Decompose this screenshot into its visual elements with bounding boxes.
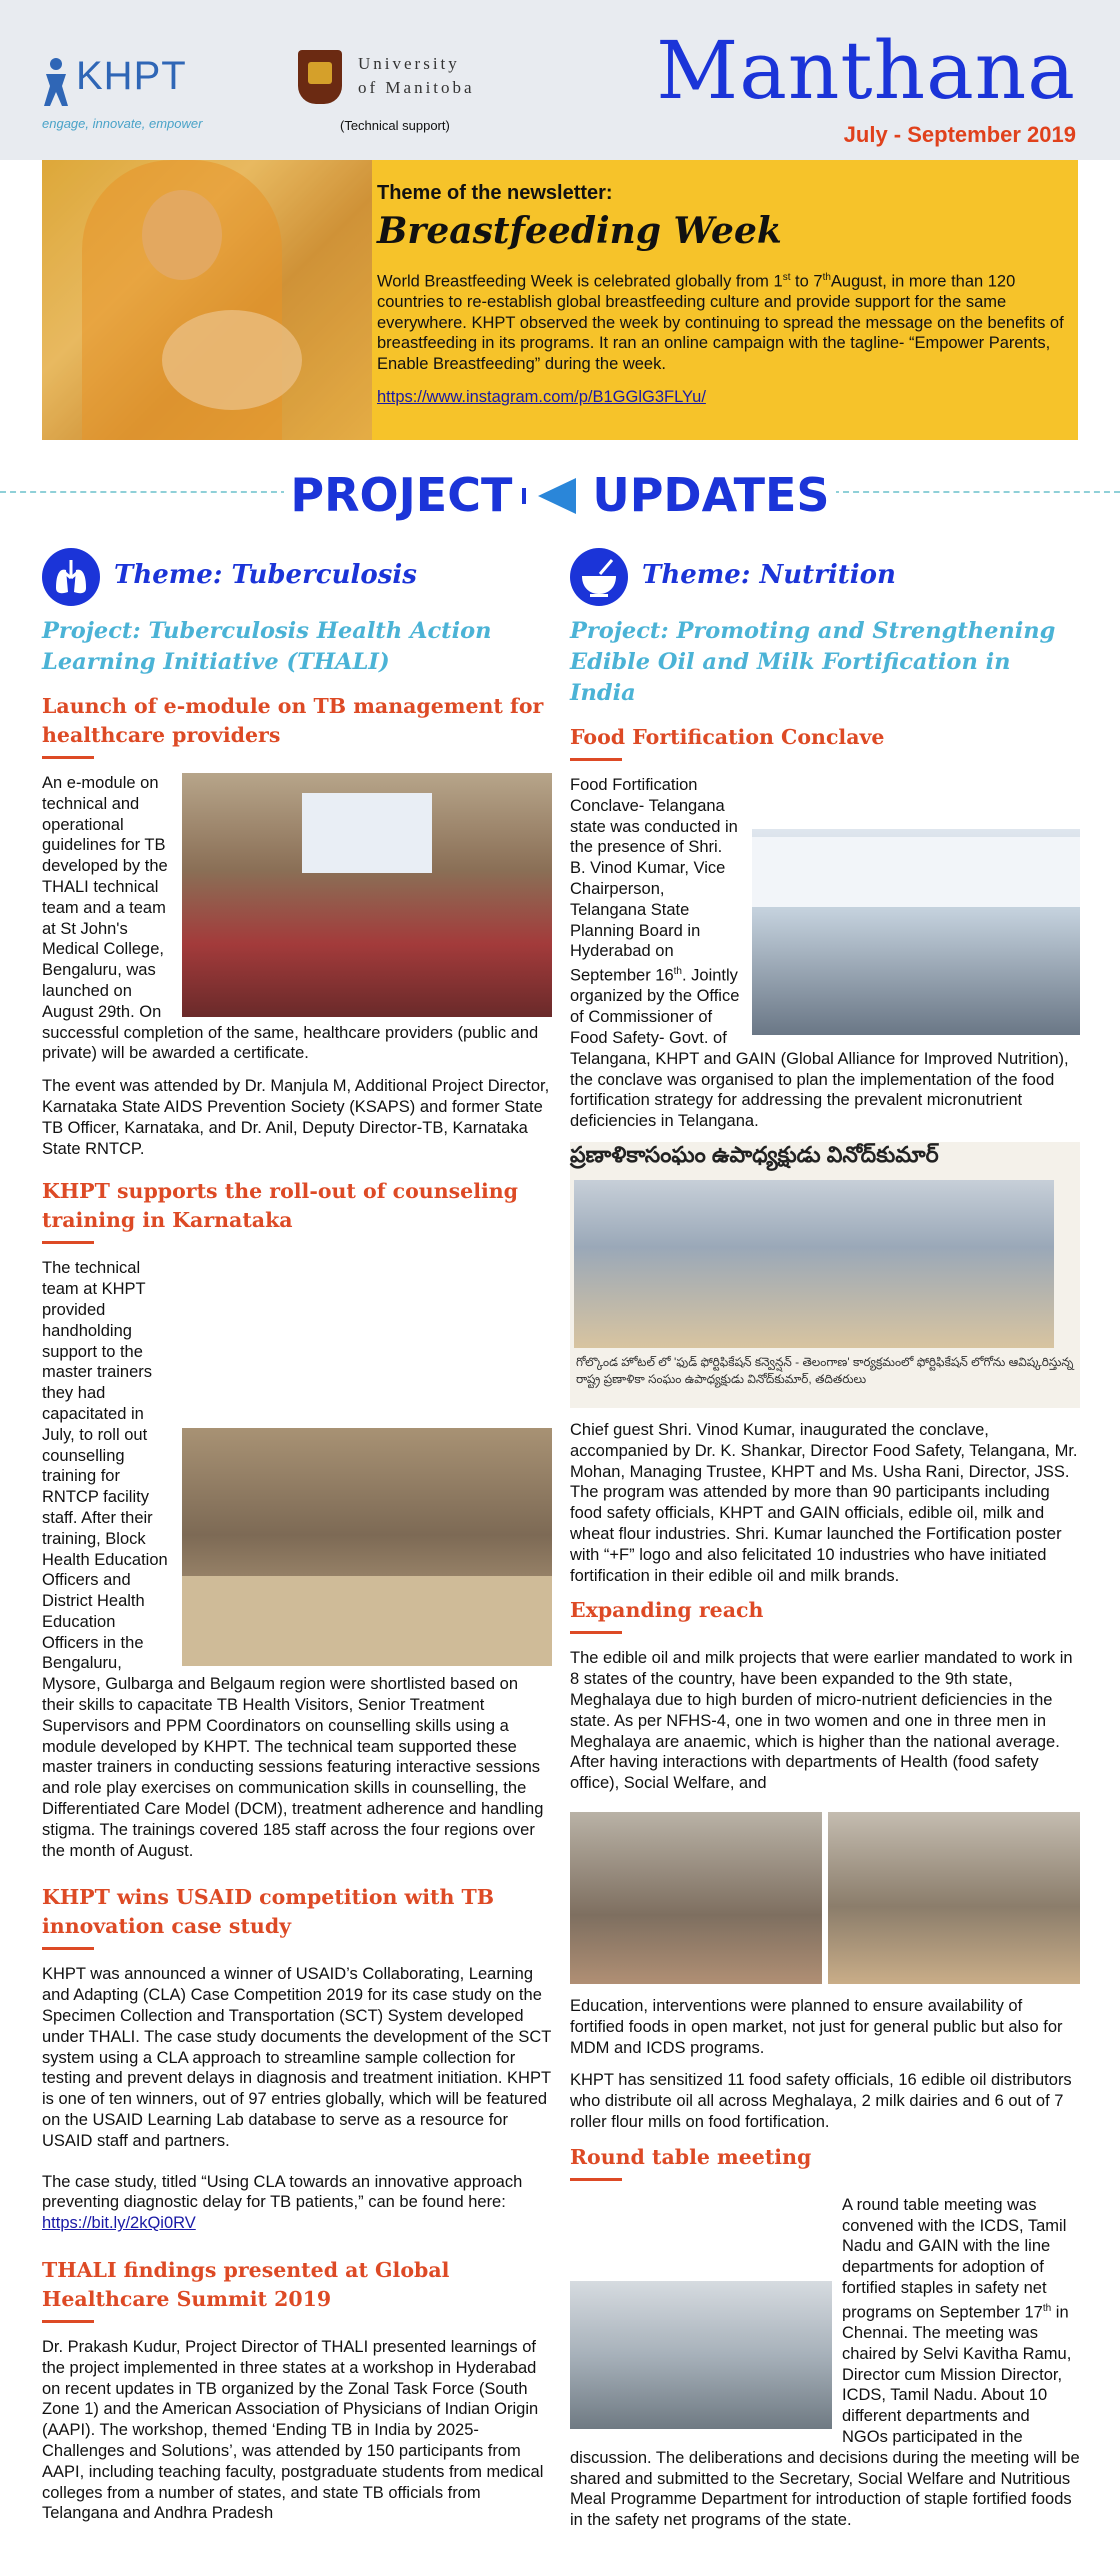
article-body: The edible oil and milk projects that were earlier mandated to work in 8 states of the country, have been expanded to the 9th state, Meghalaya due to high burden of micro-nutrient deficiencies in the state. As per NFHS-4, one in two women and one in three men in Meghalaya are anaemic, which is higher than the national average. After having interactions with departments of Health (food safety office), Social Welfare, and xyxy=(570,1649,1073,1793)
issue-date: July - September 2019 xyxy=(843,122,1076,147)
theme-header-tb xyxy=(42,548,552,612)
person-icon xyxy=(42,56,76,108)
article-body: Education, interventions were planned to ensure availability of fortified foods in open market, not just for general public but also for MDM and ICDS programs. xyxy=(570,1997,1063,2057)
roundtable-photo xyxy=(570,2281,832,2429)
title-underline xyxy=(570,758,622,761)
article-body: The case study, titled “Using CLA towards an innovative approach preventing diagnostic delay for TB patients,” can be found here: https://bit.ly/2kQi0RV xyxy=(42,2172,523,2233)
university-name: University of Manitoba xyxy=(358,54,475,97)
article-body: Chief guest Shri. Vinod Kumar, inaugurated the conclave, accompanied by Dr. K. Shankar, Director Food Safety, Telangana, Mr. Mohan, Managing Trustee, KHPT and Ms. Usha Rani, Director, JSS. The program was attended by more than 90 participants including food safety officials, KHPT and GAIN officials, edible oil, milk and wheat flour industries. Shri. Kumar launched the Fortification poster with “+F” logo and also felicitated 10 industries who have initiated fortification in their edible oil and milk brands. xyxy=(570,1421,1078,1585)
lungs-icon xyxy=(42,548,100,606)
instagram-link[interactable]: https://www.instagram.com/p/B1GGlG3FLYu/ xyxy=(377,388,706,406)
khpt-tagline: engage, innovate, empower xyxy=(42,116,203,131)
mother-baby-photo xyxy=(42,160,372,440)
megaphone-icon xyxy=(518,470,586,520)
theme-nutrition: Theme: Nutrition xyxy=(642,560,896,590)
header xyxy=(0,0,1120,160)
newspaper-headline: ప్రణాళికాసంఘం ఉపాధ్యక్షుడు వినోద్‌కుమార్ xyxy=(570,1142,939,1168)
article-title-emodule: Launch of e-module on TB management for healthcare providers xyxy=(42,694,544,747)
masthead-title: Manthana xyxy=(656,24,1076,117)
meghalaya-photos xyxy=(570,1812,1080,1984)
training-session-photo xyxy=(182,1428,552,1666)
article-body: KHPT was announced a winner of USAID’s Collaborating, Learning and Adapting (CLA) Case Competition 2019 for its case study on the Specimen Collection and Transportation (SCT) System developed under THALI. The case study documents the development of the SCT system using a CLA approach to streamline sample collection for testing and prevent delays in diagnosis and treatment initiation. KHPT is one of ten winners, out of 97 entries globally, which will be featured on the USAID Learning Lab database to serve as a resource for USAID staff and partners. xyxy=(42,1965,552,2150)
article-title-expanding: Expanding reach xyxy=(570,1598,764,1623)
article-body: Food Fortification Conclave- Telangana state was conducted in the presence of Shri. B. Vinod Kumar, Vice Chairperson, Telangana State Planning Board in Hyderabad on September 16th. Jointly organized by the Office of Commissioner of Food Safety- Govt. of Telangana, KHPT and GAIN (Global Alliance for Improved Nutrition), the conclave was organised to plan the implementation of the food fortification strategy for addressing the prevalent micronutrient deficiencies in Telangana. xyxy=(570,776,1069,1131)
title-underline xyxy=(42,756,94,759)
article-body: The technical team at KHPT provided handholding support to the master trainers they had capacitated in July, to roll out counselling training for RNTCP facility staff. After their training, Block Health Education Officers and District Health Education Officers in the Bengaluru, Mysore, Gulbarga and Belgaum region were shortlisted based on their skills to capacitate TB Health Visitors, Senior Treatment Supervisors and PPM Coordinators on counselling skills using a module developed by KHPT. The technical team supported these master trainers in conducting sessions featuring interactive sessions and role play exercises on communication skills in counselling, the Differentiated Care Model (DCM), treatment adherence and handling stigma. The trainings covered 185 staff across the four regions over the month of August. xyxy=(42,1259,544,1860)
article-body: Dr. Prakash Kudur, Project Director of THALI presented learnings of the project implemented in three states at a workshop in Hyderabad on recent updates in TB organized by the Zonal Task Force (South Zone 1) and the American Association of Physicians of Indian Origin (AAPI). The workshop, themed ‘Ending TB in India by 2025- Challenges and Solutions’, was attended by 150 participants from AAPI, including teaching faculty, postgraduate students from medical colleges from a number of states, and state TB officials from Telangana and Andhra Pradesh xyxy=(42,2338,544,2523)
title-underline xyxy=(42,1241,94,1244)
article-title-summit: THALI findings presented at Global Healthcare Summit 2019 xyxy=(42,2258,450,2312)
section-title xyxy=(0,468,1120,522)
title-underline xyxy=(42,2320,94,2323)
title-underline xyxy=(42,1947,94,1950)
title-underline xyxy=(570,1631,622,1634)
crest-icon xyxy=(298,50,342,104)
emodule-launch-photo xyxy=(182,773,552,1017)
theme-description: World Breastfeeding Week is celebrated globally from 1st to 7thAugust, in more than 120 countries to re-establish global breastfeeding culture and provide support for the same everywhere. KHPT observed the week by continuing to spread the message on the benefits of breastfeeding in its programs. It ran an online campaign with the tagline- “Empower Parents, Enable Breastfeeding” during the week. xyxy=(377,272,1064,373)
section-title-right: UPDATES xyxy=(586,468,835,522)
article-title-roundtable: Round table meeting xyxy=(570,2144,812,2169)
project-title-fortification: Project: Promoting and Strengthening Edible Oil and Milk Fortification in India xyxy=(570,618,1056,706)
newspaper-photo xyxy=(574,1180,1054,1348)
theme-tuberculosis: Theme: Tuberculosis xyxy=(114,560,417,590)
article-title-usaid: KHPT wins USAID competition with TB innovation case study xyxy=(42,1885,495,1939)
conclave-award-photo xyxy=(752,829,1080,1035)
khpt-wordmark: KHPT xyxy=(76,54,187,98)
article-body: An e-module on technical and operational guidelines for TB developed by the THALI technical team and a team at St John's Medical College, Bengaluru, was launched on August 29th. On successful completion of the same, healthcare providers (public and private) will be awarded a certificate. xyxy=(42,774,539,1063)
left-column xyxy=(42,548,552,2524)
article-body: The event was attended by Dr. Manjula M, Additional Project Director, Karnataka State AIDS Prevention Society (KSAPS) and former State TB Officer, Karnataka, and Dr. Anil, Deputy Director-TB, Karnataka State RNTCP. xyxy=(42,1077,550,1158)
newspaper-caption: గోల్కొండ హోటల్ లో 'ఫుడ్ ఫోర్టిఫికేషన్ కన్వెన్షన్ - తెలంగాణ' కార్యక్రమంలో ఫోర్టిఫికేషన్ లోగోను ఆవిష్కరిస్తున్న రాష్ట్ర ప్రణాళికా సంఘం ఉపాధ్యక్షుడు వినోద్‌కుమార్, తదితరులు xyxy=(576,1355,1074,1387)
right-column xyxy=(570,548,1080,2531)
article-title-counseling: KHPT supports the roll-out of counseling training in Karnataka xyxy=(42,1179,519,1233)
technical-support-label: (Technical support) xyxy=(340,118,450,133)
title-underline xyxy=(570,2178,622,2181)
bowl-icon xyxy=(570,548,628,606)
article-body: A round table meeting was convened with the ICDS, Tamil Nadu and GAIN with the line departments for adoption of fortified staples in safety net programs on September 17th in Chennai. The meeting was chaired by Selvi Kavitha Ramu, Director cum Mission Director, ICDS, Tamil Nadu. About 10 different departments and NGOs participated in the discussion. The deliberations and decisions during the meeting will be shared and submitted to the Secretary, Social Welfare and Nutritious Meal Programme Department for introduction of staple fortified foods in the safety net programs of the state. xyxy=(570,2195,1080,2530)
article-title-conclave: Food Fortification Conclave xyxy=(570,725,885,749)
theme-header-nutrition xyxy=(570,548,1080,612)
theme-banner xyxy=(42,160,1078,440)
theme-label: Theme of the newsletter: xyxy=(377,182,613,204)
newspaper-clipping xyxy=(570,1142,1080,1408)
section-title-left: PROJECT xyxy=(284,468,518,522)
project-title-thali: Project: Tuberculosis Health Action Learning Initiative (THALI) xyxy=(42,618,492,675)
article-body: KHPT has sensitized 11 food safety officials, 16 edible oil distributors who distribute oil all across Meghalaya, 2 milk dairies and 6 out of 7 roller flour mills on food fortification. xyxy=(570,2071,1072,2131)
case-study-link[interactable]: https://bit.ly/2kQi0RV xyxy=(42,2214,196,2233)
theme-title: Breastfeeding Week xyxy=(377,210,782,252)
